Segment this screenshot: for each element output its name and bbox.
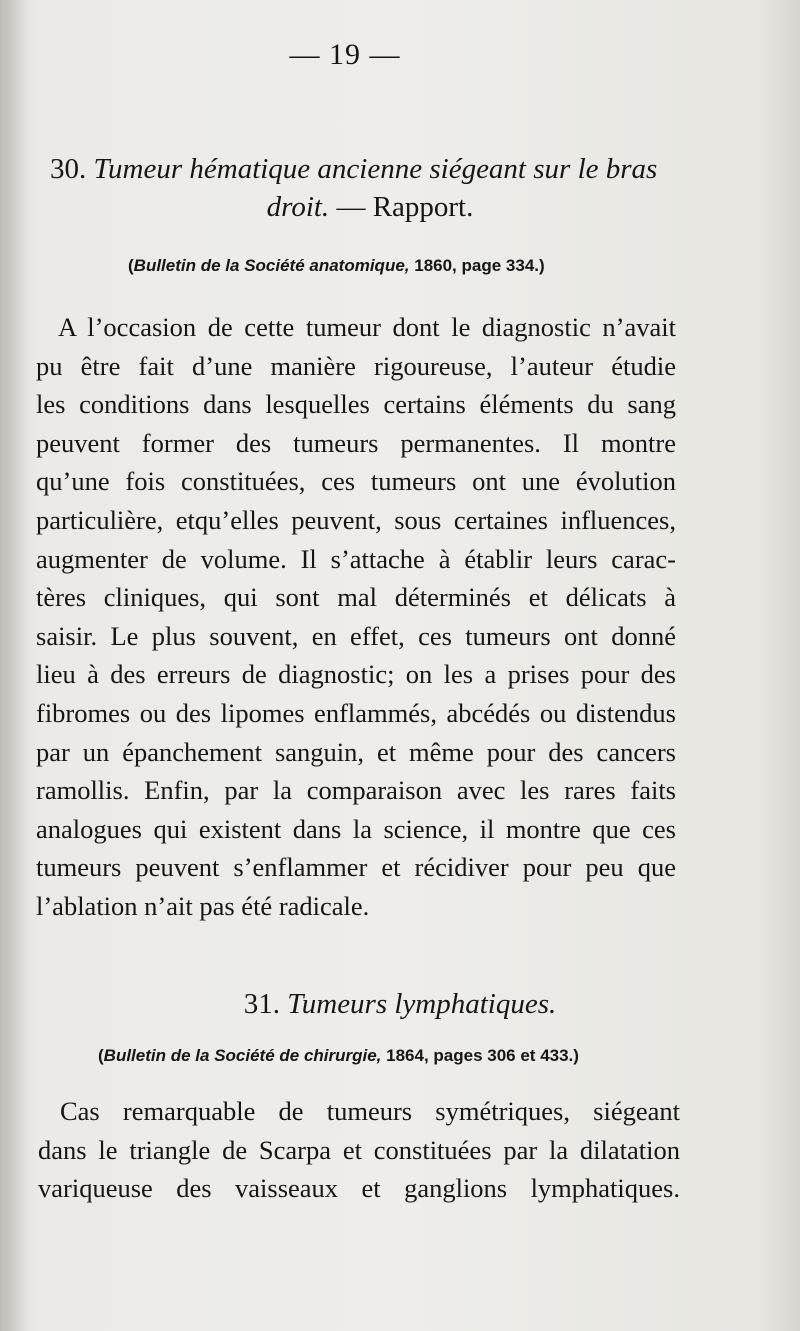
paragraph-line: tumeurs peuvent s’enflammer et récidiver pour peu que (36, 852, 676, 883)
entry-30-title-line1: Tumeur hématique ancienne siégeant sur le bras (93, 153, 658, 185)
paragraph-line: dans le triangle de Scarpa et constituées par la dilatation (38, 1134, 680, 1165)
paragraph-line: l’ablation n’ait pas été radicale. (36, 890, 370, 921)
paragraph-line: fibromes ou des lipomes enflammés, abcédés ou distendus (36, 697, 676, 728)
paragraph-line: ramollis. Enfin, par la comparaison avec les rares faits (36, 775, 676, 806)
paragraph-line: lieu à des erreurs de diagnostic; on les a prises pour des (36, 659, 676, 690)
entry-30-title (50, 150, 690, 226)
paragraph-line: variqueuse des vaisseaux et ganglions lymphatiques. (38, 1173, 680, 1204)
entry-30-citation-source: Bulletin de la Société anatomique, (133, 256, 410, 275)
entry-31-citation (98, 1046, 579, 1066)
page-number: — 19 — (289, 38, 401, 71)
entry-30-number: 30. (50, 153, 87, 185)
entry-30-paragraph (36, 308, 676, 926)
binding-shadow (0, 0, 28, 1331)
paragraph-line: les conditions dans lesquelles certains éléments du sang (36, 389, 676, 420)
entry-30-citation-paren: ( (128, 256, 134, 275)
paragraph-line: A l’occasion de cette tumeur dont le diagnostic n’avait (58, 312, 676, 342)
entry-31-citation-detail: 1864, pages 306 et 433.) (381, 1046, 579, 1065)
entry-30-citation (128, 256, 545, 276)
paragraph-line: analogues qui existent dans la science, il montre que ces (36, 813, 676, 844)
paragraph-line: saisir. Le plus souvent, en effet, ces tumeurs ont donné (36, 620, 676, 651)
paragraph-line: tères cliniques, qui sont mal déterminés et délicats à (36, 582, 676, 613)
paragraph-line: peuvent former des tumeurs permanentes. Il montre (36, 427, 676, 458)
entry-31-paragraph (38, 1092, 680, 1208)
paragraph-line: pu être fait d’une manière rigoureuse, l’auteur étudie (36, 350, 676, 381)
paragraph-line: augmenter de volume. Il s’attache à établir leurs carac- (36, 543, 676, 574)
entry-30-title-italic-word: droit. (266, 191, 330, 223)
entry-31-citation-source: Bulletin de la Société de chirurgie, (103, 1046, 382, 1065)
entry-31-title (100, 985, 700, 1023)
entry-31-number: 31. (243, 988, 280, 1020)
paragraph-line: particulière, etqu’elles peuvent, sous certaines influences, (36, 504, 676, 535)
entry-31-citation-paren: ( (98, 1046, 104, 1065)
paragraph-line: par un épanchement sanguin, et même pour des cancers (36, 736, 676, 767)
paragraph-line: Cas remarquable de tumeurs symétriques, siégeant (60, 1096, 680, 1126)
entry-30-title-rapport: — Rapport. (329, 191, 474, 223)
entry-30-citation-detail: 1860, page 334.) (409, 256, 545, 275)
entry-31-title-text: Tumeurs lymphatiques. (287, 988, 557, 1020)
entry-30-title-line2 (50, 188, 690, 226)
paragraph-line: qu’une fois constituées, ces tumeurs ont une évolution (36, 466, 676, 497)
